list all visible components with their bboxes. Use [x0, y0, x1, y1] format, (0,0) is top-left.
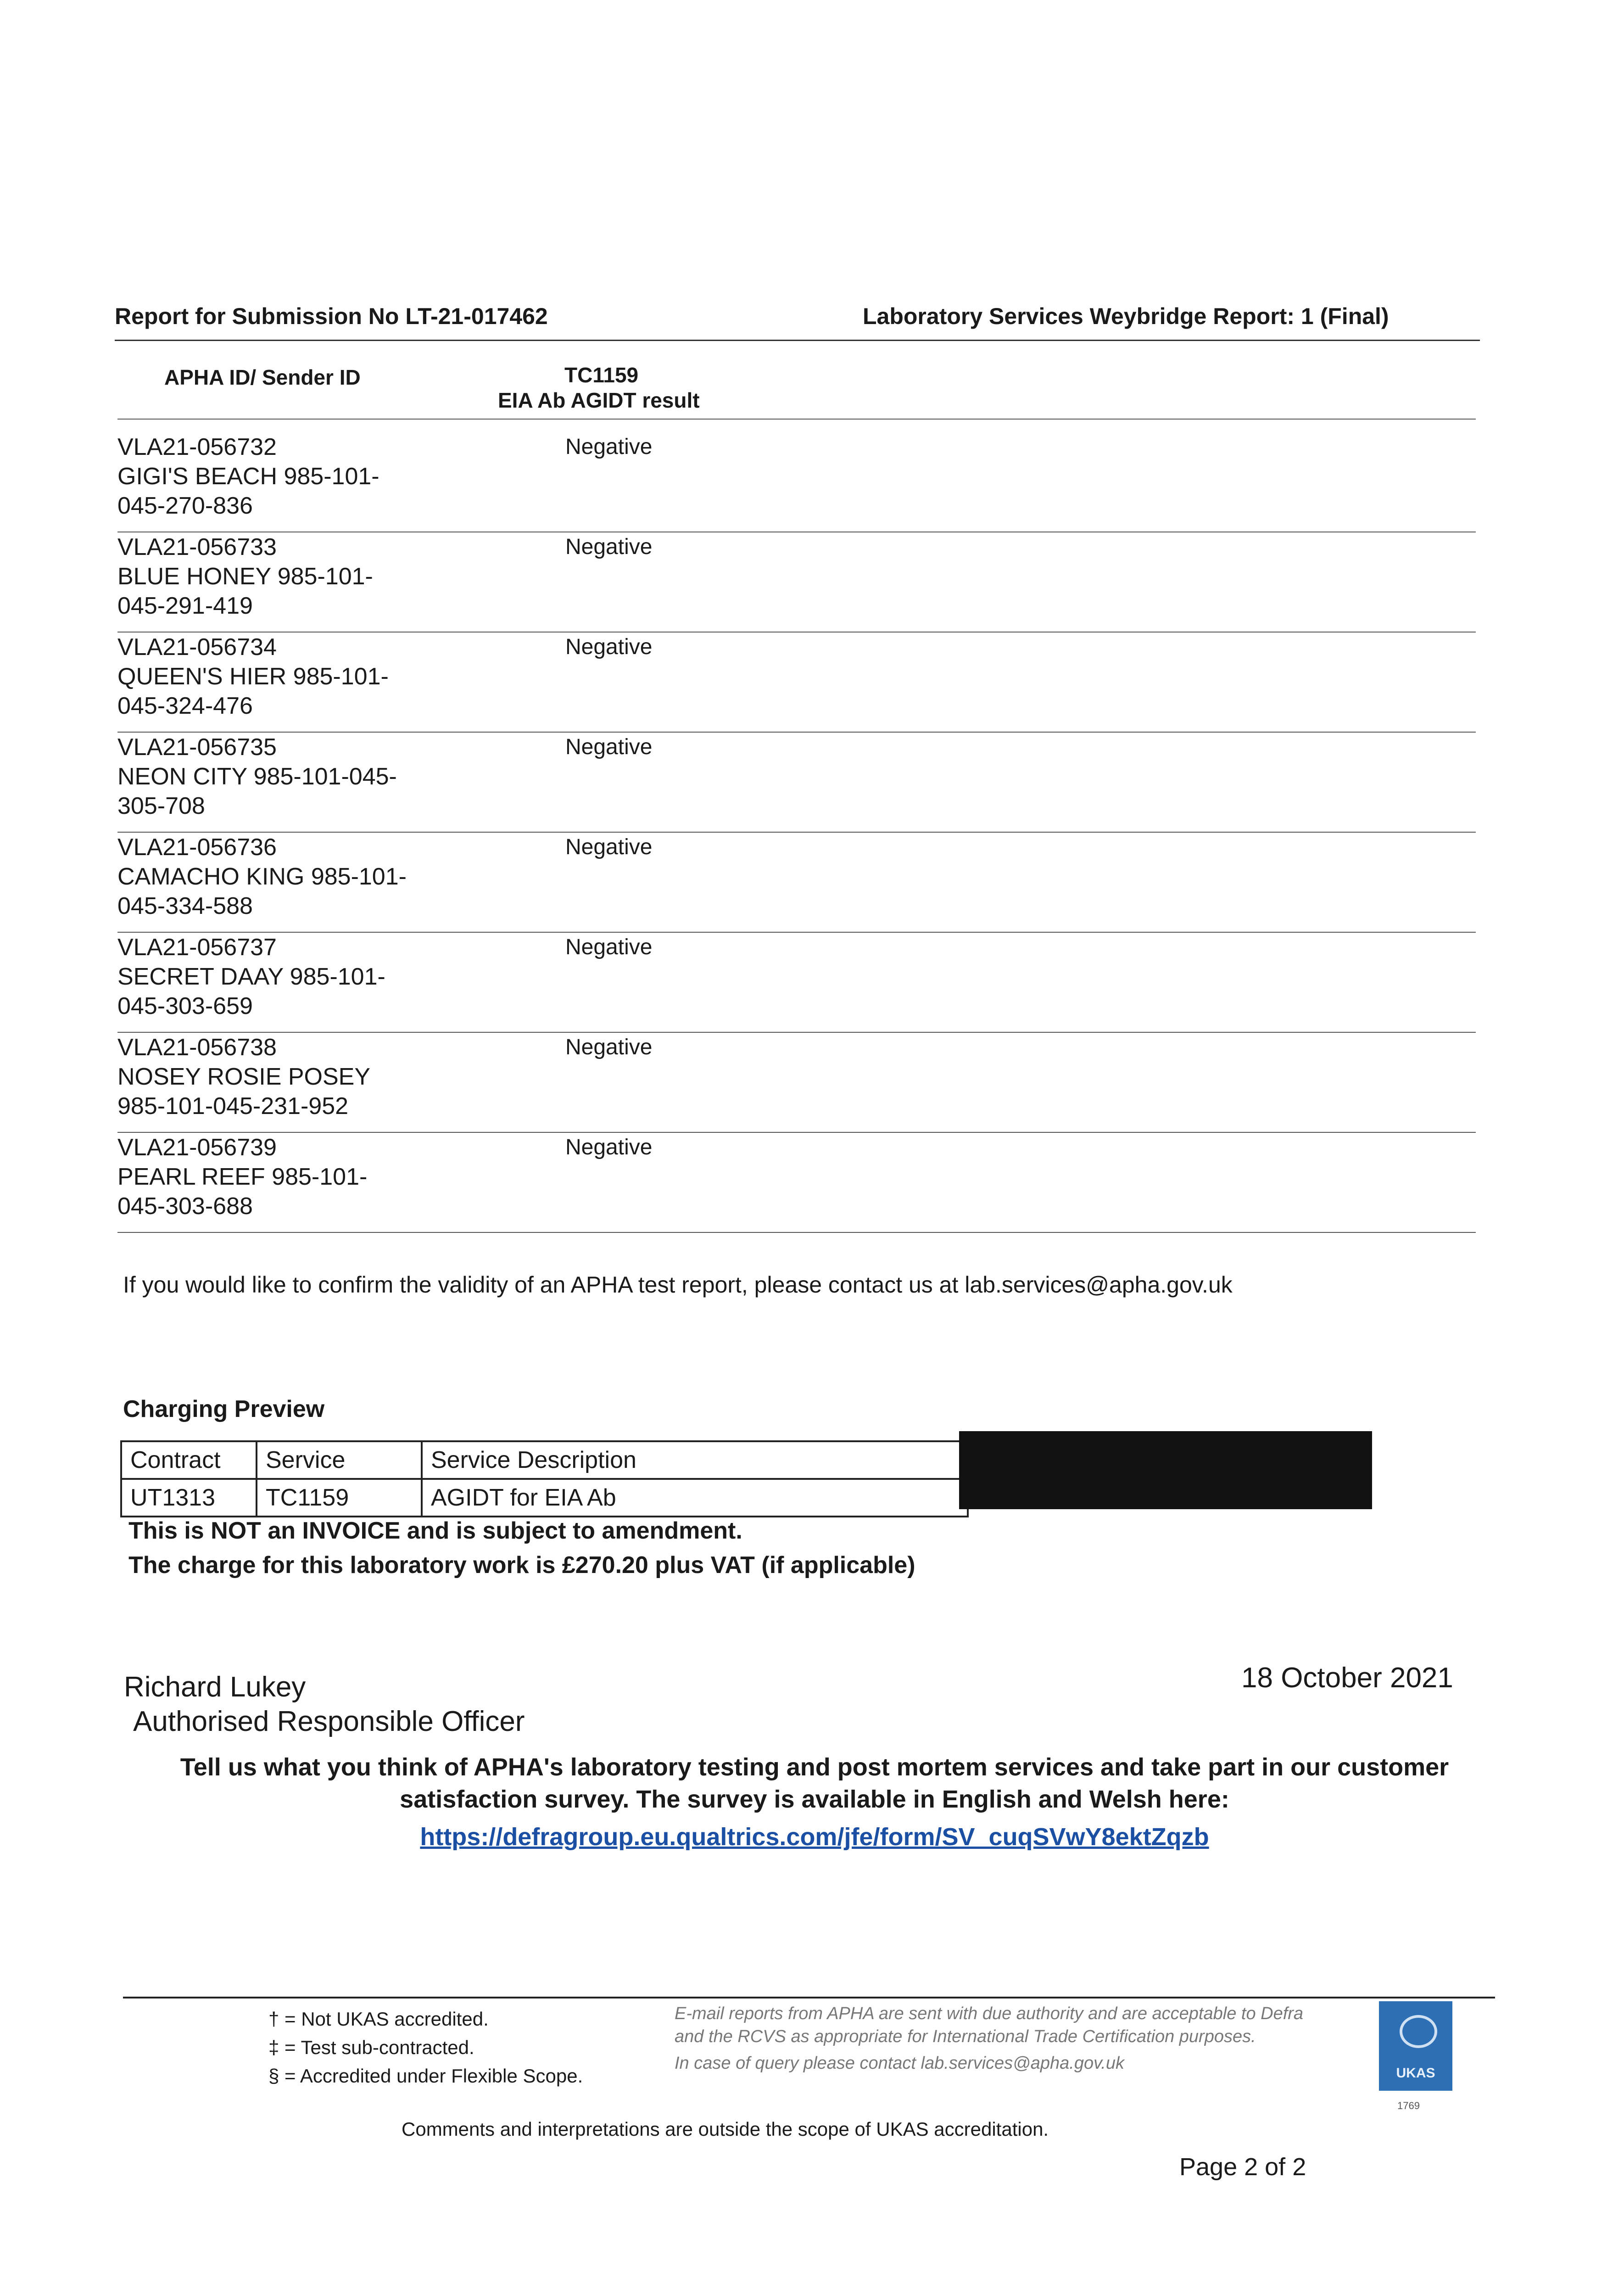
- sample-identifier: [117, 933, 485, 1021]
- sample-name-cont: 045-303-659: [117, 993, 253, 1019]
- survey-invitation: [115, 1751, 1514, 1853]
- table-row: [117, 1033, 1476, 1133]
- sample-name: GIGI'S BEACH 985-101-: [117, 463, 379, 490]
- sample-id: VLA21-056736: [117, 834, 277, 861]
- charge-amount: The charge for this laboratory work is £270.20 plus VAT (if applicable): [128, 1552, 915, 1579]
- sample-name-cont: 045-303-688: [117, 1193, 253, 1220]
- charging-table: [120, 1440, 969, 1517]
- footer-rule: [123, 1997, 1495, 1998]
- signatory-name: Richard Lukey: [124, 1671, 306, 1703]
- table-header-rule: [117, 419, 1476, 420]
- legend-subcontracted: ‡ = Test sub-contracted.: [268, 2037, 474, 2058]
- ukas-comments-note: Comments and interpretations are outside the scope of UKAS accreditation.: [402, 2118, 1049, 2140]
- sample-id: VLA21-056732: [117, 434, 277, 460]
- survey-line-2: satisfaction survey. The survey is available in English and Welsh here:: [400, 1786, 1229, 1813]
- report-date: 18 October 2021: [1241, 1662, 1453, 1694]
- validity-note: If you would like to confirm the validity of an APHA test report, please contact us at lab.services@apha.gov.uk: [123, 1272, 1233, 1298]
- signatory-role: Authorised Responsible Officer: [133, 1706, 525, 1737]
- ukas-number: 1769: [1397, 2100, 1420, 2111]
- table-row: [117, 532, 1476, 633]
- test-result: Negative: [565, 435, 653, 459]
- table-row: [117, 1133, 1476, 1233]
- column-header-test-code: TC1159: [564, 363, 639, 387]
- charging-description: AGIDT for EIA Ab: [422, 1479, 968, 1517]
- sample-name: PEARL REEF 985-101-: [117, 1164, 368, 1190]
- charging-header-contract: Contract: [121, 1441, 257, 1479]
- sample-identifier: [117, 633, 485, 721]
- table-row: [117, 733, 1476, 833]
- table-row: [117, 633, 1476, 733]
- legend-flexible-scope: § = Accredited under Flexible Scope.: [268, 2065, 583, 2087]
- sample-name: SECRET DAAY 985-101-: [117, 963, 385, 990]
- sample-id: VLA21-056735: [117, 734, 277, 761]
- test-result: Negative: [565, 735, 653, 759]
- charging-header-description: Service Description: [422, 1441, 968, 1479]
- ukas-logo: [1379, 2001, 1452, 2091]
- test-result: Negative: [565, 635, 653, 659]
- table-row: [117, 432, 1476, 532]
- test-result: Negative: [565, 1135, 653, 1159]
- test-result: Negative: [565, 935, 653, 959]
- test-result: Negative: [565, 1035, 653, 1059]
- table-row: [117, 933, 1476, 1033]
- charging-service: TC1159: [257, 1479, 422, 1517]
- sample-identifier: [117, 532, 485, 621]
- submission-title: Report for Submission No LT-21-017462: [115, 303, 548, 329]
- table-row: [117, 833, 1476, 933]
- sample-id: VLA21-056733: [117, 534, 277, 560]
- sample-identifier: [117, 1133, 485, 1221]
- charging-header-service: Service: [257, 1441, 422, 1479]
- accreditation-legend: [268, 2005, 583, 2090]
- sample-name: QUEEN'S HIER 985-101-: [117, 663, 389, 690]
- charging-row: [121, 1479, 968, 1517]
- ukas-wordmark: UKAS: [1396, 2066, 1435, 2081]
- report-title: Laboratory Services Weybridge Report: 1 (Final): [863, 303, 1389, 329]
- sample-id: VLA21-056739: [117, 1134, 277, 1161]
- sample-identifier: [117, 733, 485, 821]
- test-result: Negative: [565, 835, 653, 859]
- sample-name: BLUE HONEY 985-101-: [117, 563, 373, 590]
- sample-name: CAMACHO KING 985-101-: [117, 863, 407, 890]
- column-header-id: APHA ID/ Sender ID: [164, 365, 361, 389]
- email-disclaimer: [675, 2002, 1317, 2075]
- sample-id: VLA21-056737: [117, 934, 277, 961]
- test-result: Negative: [565, 535, 653, 559]
- redaction-block: [959, 1431, 1372, 1509]
- sample-identifier: [117, 1033, 485, 1121]
- crown-icon: [1400, 2015, 1437, 2048]
- sample-name: NOSEY ROSIE POSEY: [117, 1064, 371, 1090]
- charging-header-row: [121, 1441, 968, 1479]
- sample-name-cont: 045-334-588: [117, 893, 253, 919]
- disclaimer-authority: E-mail reports from APHA are sent with due authority and are acceptable to Defra and the RCVS as appropriate for International Trade Certification purposes.: [675, 2004, 1304, 2046]
- survey-link[interactable]: https://defragroup.eu.qualtrics.com/jfe/form/SV_cuqSVwY8ektZqzb: [420, 1823, 1209, 1851]
- sample-identifier: [117, 833, 485, 921]
- sample-name-cont: 985-101-045-231-952: [117, 1093, 349, 1120]
- charging-contract: UT1313: [121, 1479, 257, 1517]
- sample-identifier: [117, 432, 485, 521]
- legend-not-ukas: † = Not UKAS accredited.: [268, 2008, 489, 2030]
- sample-name-cont: 305-708: [117, 793, 205, 819]
- page-number: Page 2 of 2: [1179, 2153, 1306, 2181]
- sample-name: NEON CITY 985-101-045-: [117, 763, 397, 790]
- row-divider: [117, 1232, 1476, 1233]
- sample-id: VLA21-056734: [117, 634, 277, 661]
- header-rule: [115, 340, 1480, 341]
- sample-id: VLA21-056738: [117, 1034, 277, 1061]
- not-invoice-notice: This is NOT an INVOICE and is subject to amendment.: [128, 1517, 742, 1544]
- sample-name-cont: 045-291-419: [117, 593, 253, 619]
- sample-name-cont: 045-270-836: [117, 493, 253, 519]
- column-header-test-name: EIA Ab AGIDT result: [498, 388, 700, 412]
- sample-name-cont: 045-324-476: [117, 693, 253, 719]
- disclaimer-contact: In case of query please contact lab.services@apha.gov.uk: [675, 2054, 1124, 2073]
- charging-preview-title: Charging Preview: [123, 1396, 325, 1422]
- survey-line-1: Tell us what you think of APHA's laboratory testing and post mortem services and take part in our customer: [180, 1753, 1449, 1781]
